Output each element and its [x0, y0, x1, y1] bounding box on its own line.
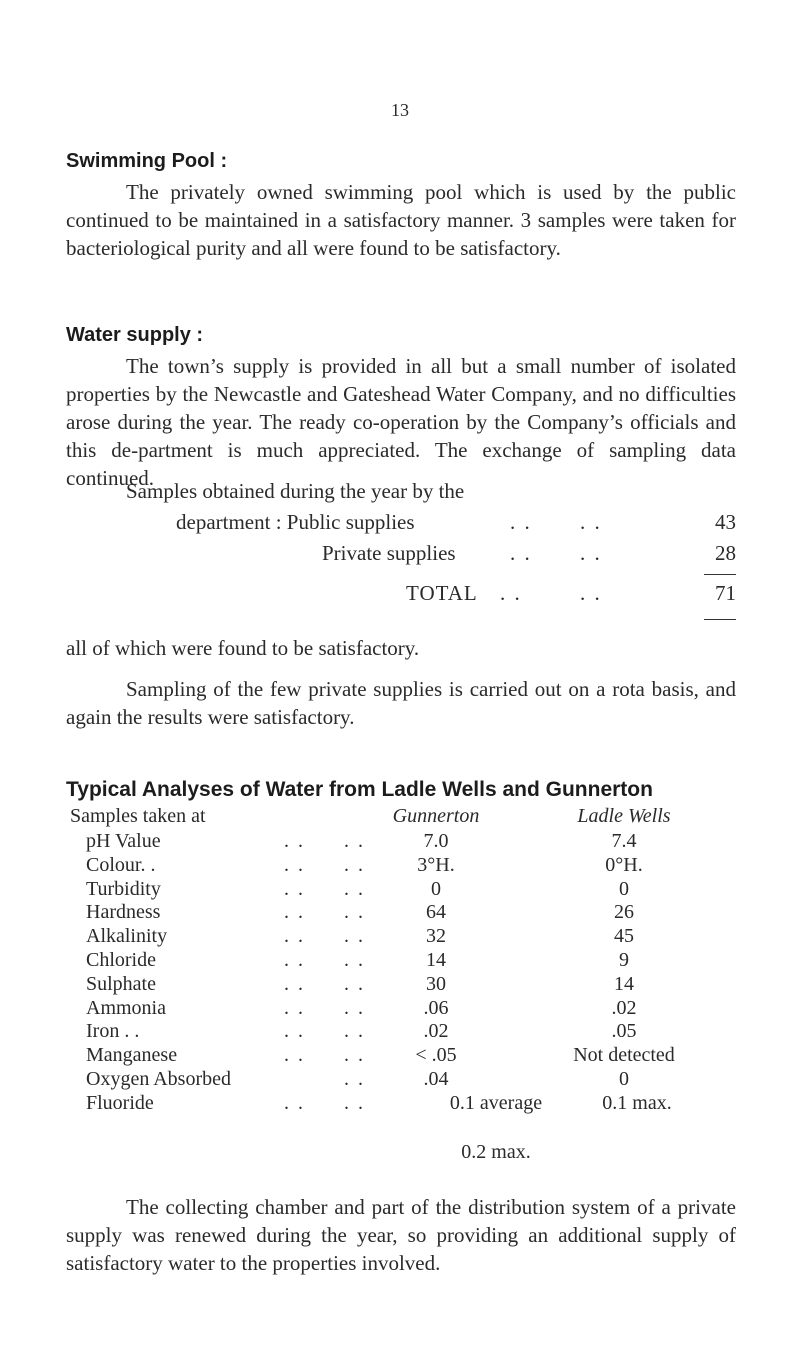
row-dots-1: . . [284, 830, 305, 852]
private-supplies-label: Private supplies [322, 541, 456, 565]
rota-paragraph: Sampling of the few private supplies is carried out on a rota basis, and again the results were satisfactory. [66, 677, 736, 729]
gunnerton-value: 30 [426, 973, 446, 995]
column-header-ladle-wells: Ladle Wells [577, 805, 671, 827]
row-dots-1: . . [284, 1044, 305, 1066]
subtotal-rule [704, 574, 736, 575]
ladle-wells-value: .02 [611, 997, 637, 1019]
public-dots-2: . . [580, 510, 602, 534]
total-label: TOTAL [406, 581, 478, 605]
row-dots-2: . . [344, 925, 365, 947]
total-dots-1: . . [500, 581, 522, 605]
row-dots-1: . . [284, 878, 305, 900]
row-label: Ammonia [86, 997, 166, 1019]
public-supplies-label: department : Public supplies [176, 510, 415, 534]
gunnerton-value: .02 [423, 1020, 449, 1042]
gunnerton-value: 32 [426, 925, 446, 947]
row-dots-2: . . [344, 949, 365, 971]
public-supplies-value: 43 [715, 510, 736, 534]
ladle-wells-value: 45 [614, 925, 634, 947]
column-header-gunnerton: Gunnerton [392, 805, 480, 827]
row-label: Fluoride [86, 1092, 154, 1114]
gunnerton-value: 0.1 average [449, 1092, 543, 1114]
total-dots-2: . . [580, 581, 602, 605]
total-value: 71 [715, 581, 736, 605]
satisfactory-line: all of which were found to be satisfactory. [66, 636, 420, 660]
row-label: Iron . . [86, 1020, 140, 1042]
page-number: 13 [391, 100, 409, 120]
row-label: Sulphate [86, 973, 156, 995]
fluoride-extra: 0.2 max. [461, 1141, 531, 1163]
ladle-wells-value: 7.4 [611, 830, 637, 852]
gunnerton-value: 3°H. [417, 854, 455, 876]
private-dots-2: . . [580, 541, 602, 565]
analyses-title: Typical Analyses of Water from Ladle Wells and Gunnerton [66, 778, 653, 801]
water-supply-heading: Water supply : [66, 324, 204, 346]
row-dots-2: . . [344, 854, 365, 876]
private-supplies-value: 28 [715, 541, 736, 565]
row-dots-2: . . [344, 1044, 365, 1066]
total-rule [704, 619, 736, 620]
gunnerton-value: .06 [423, 997, 449, 1019]
gunnerton-value: 7.0 [423, 830, 449, 852]
row-dots-2: . . [344, 1092, 365, 1114]
gunnerton-value: 14 [426, 949, 446, 971]
gunnerton-value: 64 [426, 901, 446, 923]
gunnerton-value: 0 [431, 878, 441, 900]
water-supply-paragraph: The town’s supply is provided in all but a small number of isolated properties by the Newcastle and Gateshead Water Company, and no difficulties arose during the year. The ready co-operation by the Company’s officials and this de-partment is much appreciated. The exchange of sampling data continued. [66, 354, 736, 490]
ladle-wells-value: Not detected [573, 1044, 675, 1066]
row-dots-1: . . [284, 1020, 305, 1042]
row-dots-1: . . [284, 901, 305, 923]
swimming-pool-paragraph: The privately owned swimming pool which is used by the public continued to be maintained in a satisfactory manner. 3 samples were taken for bacteriological purity and all were found to be satisfactory. [66, 180, 736, 260]
ladle-wells-value: 26 [614, 901, 634, 923]
gunnerton-value: < .05 [415, 1044, 457, 1066]
row-dots-2: . . [344, 901, 365, 923]
ladle-wells-value: 14 [614, 973, 634, 995]
row-dots-2: . . [344, 830, 365, 852]
row-dots-2: . . [344, 1020, 365, 1042]
row-dots-1: . . [284, 854, 305, 876]
ladle-wells-value: 9 [619, 949, 629, 971]
closing-paragraph: The collecting chamber and part of the distribution system of a private supply was renewed during the year, so providing an additional supply of satisfactory water to the properties involved. [66, 1195, 736, 1275]
public-dots-1: . . [510, 510, 532, 534]
samples-intro: Samples obtained during the year by the [126, 479, 465, 503]
column-header-samples: Samples taken at [70, 805, 206, 827]
row-dots-2: . . [344, 997, 365, 1019]
row-dots-1: . . [284, 997, 305, 1019]
row-dots-2: . . [344, 878, 365, 900]
row-label: Turbidity [86, 878, 161, 900]
row-label: Colour. . [86, 854, 156, 876]
ladle-wells-value: 0 [619, 1068, 629, 1090]
row-label: Oxygen Absorbed [86, 1068, 231, 1090]
row-dots-1: . . [284, 925, 305, 947]
ladle-wells-value: 0.1 max. [602, 1092, 672, 1114]
row-label: pH Value [86, 830, 161, 852]
row-dots-2: . . [344, 973, 365, 995]
row-label: Hardness [86, 901, 161, 923]
ladle-wells-value: 0 [619, 878, 629, 900]
private-dots-1: . . [510, 541, 532, 565]
row-dots-1: . . [284, 949, 305, 971]
row-dots-1: . . [284, 1092, 305, 1114]
ladle-wells-value: 0°H. [605, 854, 643, 876]
row-dots-2: . . [344, 1068, 365, 1090]
row-label: Chloride [86, 949, 156, 971]
row-label: Manganese [86, 1044, 178, 1066]
ladle-wells-value: .05 [611, 1020, 637, 1042]
swimming-pool-heading: Swimming Pool : [66, 150, 228, 172]
row-dots-1: . . [284, 973, 305, 995]
gunnerton-value: .04 [423, 1068, 449, 1090]
row-label: Alkalinity [86, 925, 168, 947]
